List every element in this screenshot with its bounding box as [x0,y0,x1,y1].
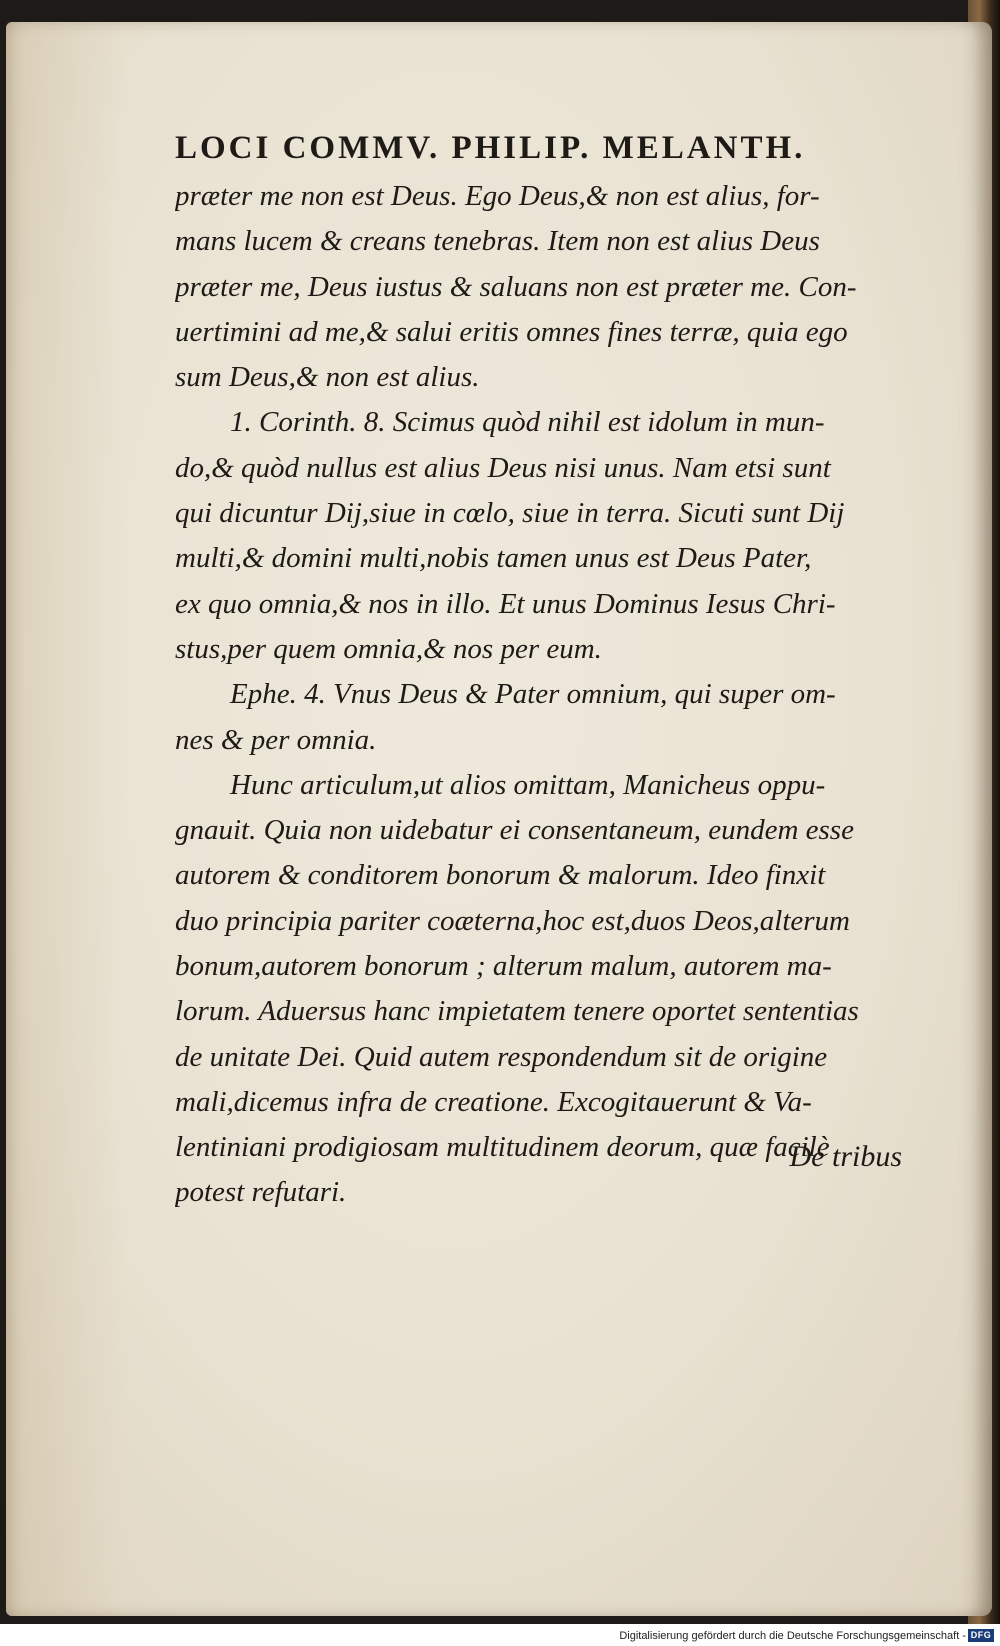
text-line: uertimini ad me,& salui eritis omnes fines terræ, quia ego [175,315,848,348]
text-line: lentiniani prodigiosam multitudinem deorum, quæ facilè [175,1131,830,1164]
text-line: do,& quòd nullus est alius Deus nisi unus. Nam etsi sunt [175,451,831,484]
text-line: nes & per omnia. [175,723,377,756]
text-line: duo principia pariter coæterna,hoc est,duos Deos,alterum [175,904,851,937]
text-line: præter me non est Deus. Ego Deus,& non est alius, for- [175,179,820,212]
text-line: potest refutari. [175,1176,347,1209]
text-line: Hunc articulum,ut alios omittam, Manicheus oppu- [230,768,826,801]
text-line: sum Deus,& non est alius. [175,361,480,394]
page-gutter-shade [6,22,126,1616]
catchword: De tribus [789,1140,902,1173]
text-line: qui dicuntur Dij,siue in cœlo, siue in terra. Sicuti sunt Dij [175,497,845,530]
text-line: multi,& domini multi,nobis tamen unus est Deus Pater, [175,542,812,575]
funding-credit: Digitalisierung gefördert durch die Deutsche Forschungsgemeinschaft - [619,1630,966,1642]
text-block [175,130,920,1216]
running-head: LOCI COMMV. PHILIP. MELANTH. [175,130,806,166]
text-line: lorum. Aduersus hanc impietatem tenere oportet sententias [175,995,859,1028]
text-line: 1. Corinth. 8. Scimus quòd nihil est idolum in mun- [230,406,825,439]
text-line: præter me, Deus iustus & saluans non est præter me. Con- [175,270,857,303]
text-line: gnauit. Quia non uidebatur ei consentaneum, eundem esse [175,814,854,847]
text-line: autorem & conditorem bonorum & malorum. Ideo finxit [175,859,826,892]
text-line: mans lucem & creans tenebras. Item non est alius Deus [175,225,820,258]
text-line: Ephe. 4. Vnus Deus & Pater omnium, qui super om- [230,678,836,711]
text-line: ex quo omnia,& nos in illo. Et unus Dominus Iesus Chri- [175,587,836,620]
dfg-logo-icon: DFG [968,1629,994,1642]
text-line: de unitate Dei. Quid autem respondendum sit de origine [175,1040,828,1073]
text-line: stus,per quem omnia,& nos per eum. [175,632,602,665]
body-text [175,174,920,1216]
text-line: mali,dicemus infra de creatione. Excogitauerunt & Va- [175,1085,812,1118]
text-line: bonum,autorem bonorum ; alterum malum, autorem ma- [175,949,832,982]
